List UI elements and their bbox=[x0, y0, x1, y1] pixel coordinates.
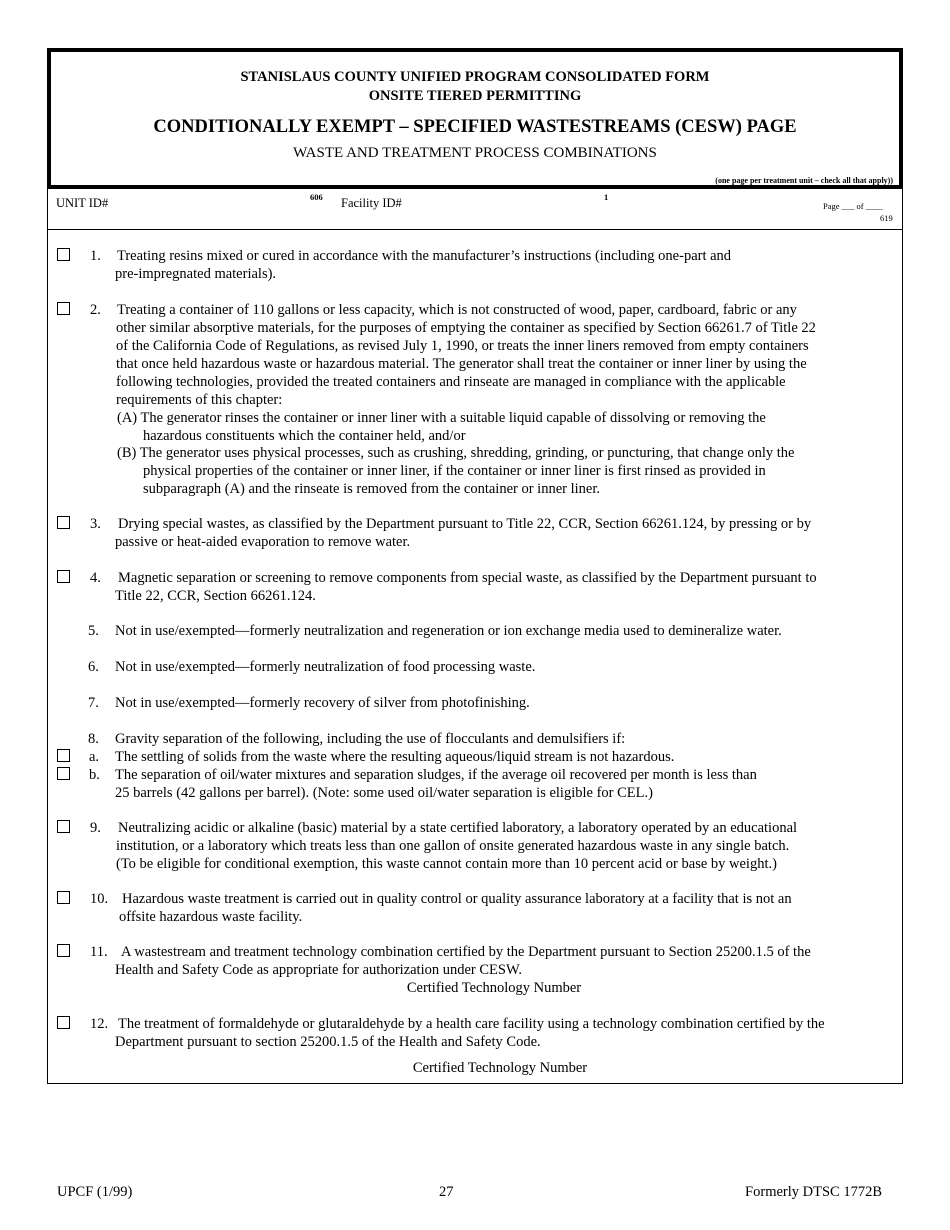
page-subtitle: WASTE AND TREATMENT PROCESS COMBINATIONS bbox=[293, 145, 657, 161]
item-1-text: Treating resins mixed or cured in accordance with the manufacturer’s instructions (including one-part and bbox=[117, 248, 732, 264]
item-12-text: The treatment of formaldehyde or glutaraldehyde by a health care facility using a technology combination certified by the bbox=[118, 1016, 825, 1032]
item-7-text: Not in use/exempted—formerly recovery of silver from photofinishing. bbox=[115, 695, 530, 711]
item-10-checkbox[interactable] bbox=[57, 891, 70, 904]
item-2-subitem-b: subparagraph (A) and the rinseate is removed from the container or inner liner. bbox=[143, 481, 600, 497]
item-8b-letter: b. bbox=[89, 767, 100, 783]
item-2-number: 2. bbox=[90, 302, 101, 318]
facility-id-label: Facility ID# bbox=[341, 196, 402, 210]
item-3-text: passive or heat-aided evaporation to remove water. bbox=[115, 534, 411, 550]
item-2-subitem-a: hazardous constituents which the container held, and/or bbox=[143, 428, 466, 444]
item-10-text: offsite hazardous waste facility. bbox=[119, 909, 303, 925]
item-1-checkbox[interactable] bbox=[57, 248, 70, 261]
instruction-note: (one page per treatment unit – check all that apply)) bbox=[715, 176, 893, 185]
id-row-divider bbox=[47, 229, 903, 230]
item-11-cert-number-label: Certified Technology Number bbox=[406, 980, 582, 996]
item-3-number: 3. bbox=[90, 516, 101, 532]
item-8a-letter: a. bbox=[89, 749, 100, 765]
item-10-text: Hazardous waste treatment is carried out in quality control or quality assurance laboratory at a facility that is not an bbox=[122, 891, 792, 907]
item-4-number: 4. bbox=[90, 570, 101, 586]
item-2-subitem-a: (A) The generator rinses the container or inner liner with a suitable liquid capable of dissolving or removing the bbox=[117, 410, 766, 426]
page-count-value: 619 bbox=[880, 213, 893, 223]
item-11-checkbox[interactable] bbox=[57, 944, 70, 957]
footer-form-code: UPCF (1/99) bbox=[57, 1184, 133, 1200]
item-12-cert-number-label: Certified Technology Number bbox=[412, 1060, 588, 1076]
item-4-checkbox[interactable] bbox=[57, 570, 70, 583]
item-5-text: Not in use/exempted—formerly neutralization and regeneration or ion exchange media used to demineralize water. bbox=[115, 623, 782, 639]
item-2-text: that once held hazardous waste or hazardous material. The generator shall treat the container or inner liner by using the bbox=[116, 356, 807, 372]
item-1-number: 1. bbox=[90, 248, 101, 264]
item-2-text: requirements of this chapter: bbox=[116, 392, 283, 408]
item-9-number: 9. bbox=[90, 820, 101, 836]
page-of-label: Page ___ of ____ bbox=[823, 201, 883, 211]
item-2-text: of the California Code of Regulations, as revised July 1, 1990, or treats the inner liners removed from empty containers bbox=[116, 338, 809, 354]
footer-page-number: 27 bbox=[439, 1184, 454, 1200]
facility-id-value[interactable]: 1 bbox=[604, 192, 609, 202]
item-11-text: A wastestream and treatment technology combination certified by the Department pursuant to Section 25200.1.5 of the bbox=[121, 944, 811, 960]
item-2-subitem-b: physical properties of the container or inner liner, if the container or inner liner is first rinsed as provided in bbox=[143, 463, 766, 479]
item-2-subitem-b: (B) The generator uses physical processes, such as crushing, shredding, grinding, or puncturing, that change only the bbox=[117, 445, 795, 461]
item-8a-text: The settling of solids from the waste where the resulting aqueous/liquid stream is not hazardous. bbox=[115, 749, 675, 765]
item-2-text: Treating a container of 110 gallons or less capacity, which is not constructed of wood, paper, cardboard, fabric or any bbox=[117, 302, 797, 318]
item-3-checkbox[interactable] bbox=[57, 516, 70, 529]
item-2-text: other similar absorptive materials, for the purposes of emptying the container as specified by Section 66261.7 of Title 22 bbox=[116, 320, 816, 336]
item-8b-checkbox[interactable] bbox=[57, 767, 70, 780]
item-4-text: Title 22, CCR, Section 66261.124. bbox=[115, 588, 316, 604]
item-3-text: Drying special wastes, as classified by the Department pursuant to Title 22, CCR, Section 66261.124, by pressing or by bbox=[118, 516, 812, 532]
form-frame bbox=[47, 48, 903, 1084]
item-6-text: Not in use/exempted—formerly neutralization of food processing waste. bbox=[115, 659, 536, 675]
item-1-text: pre-impregnated materials). bbox=[115, 266, 277, 282]
item-2-checkbox[interactable] bbox=[57, 302, 70, 315]
item-8b-text: The separation of oil/water mixtures and separation sludges, if the average oil recovered per month is less than bbox=[115, 767, 757, 783]
item-11-number: 11. bbox=[90, 944, 108, 960]
item-6-number: 6. bbox=[88, 659, 99, 675]
item-8-text: Gravity separation of the following, including the use of flocculants and demulsifiers if: bbox=[115, 731, 626, 747]
form-program-title: ONSITE TIERED PERMITTING bbox=[368, 88, 582, 104]
item-10-number: 10. bbox=[90, 891, 109, 907]
item-8a-checkbox[interactable] bbox=[57, 749, 70, 762]
item-2-text: following technologies, provided the treated containers and rinseate are managed in compliance with the applicable bbox=[116, 374, 786, 390]
item-4-text: Magnetic separation or screening to remove components from special waste, as classified by the Department pursuant to bbox=[118, 570, 817, 586]
item-11-text: Health and Safety Code as appropriate for authorization under CESW. bbox=[115, 962, 522, 978]
item-5-number: 5. bbox=[88, 623, 99, 639]
item-7-number: 7. bbox=[88, 695, 99, 711]
page-title: CONDITIONALLY EXEMPT – SPECIFIED WASTESTREAMS (CESW) PAGE bbox=[153, 117, 797, 137]
item-9-text: institution, or a laboratory which treats less than one gallon of onsite generated hazardous waste in any single batch. bbox=[116, 838, 790, 854]
item-12-text: Department pursuant to section 25200.1.5 of the Health and Safety Code. bbox=[115, 1034, 541, 1050]
item-12-checkbox[interactable] bbox=[57, 1016, 70, 1029]
item-9-checkbox[interactable] bbox=[57, 820, 70, 833]
footer-former-code: Formerly DTSC 1772B bbox=[745, 1184, 882, 1200]
form-agency-title: STANISLAUS COUNTY UNIFIED PROGRAM CONSOLIDATED FORM bbox=[240, 69, 710, 85]
item-8-number: 8. bbox=[88, 731, 99, 747]
item-9-text: Neutralizing acidic or alkaline (basic) material by a state certified laboratory, a laboratory operated by an educational bbox=[118, 820, 798, 836]
item-12-number: 12. bbox=[90, 1016, 109, 1032]
unit-id-value[interactable]: 606 bbox=[310, 192, 323, 202]
unit-id-label: UNIT ID# bbox=[56, 196, 109, 210]
item-8b-text: 25 barrels (42 gallons per barrel). (Note: some used oil/water separation is eligible for CEL.) bbox=[115, 785, 653, 801]
item-9-text: (To be eligible for conditional exemption, this waste cannot contain more than 10 percent acid or base by weight.) bbox=[116, 856, 777, 872]
